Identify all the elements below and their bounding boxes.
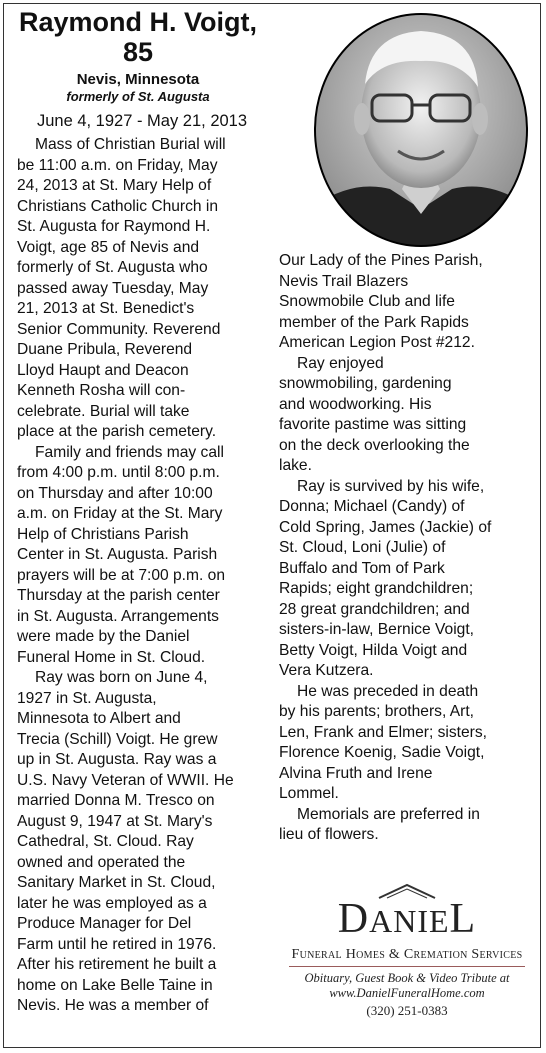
text-line: Cathedral, St. Cloud. Ray [17, 833, 194, 850]
text-line: in St. Augusta. Arrangements [17, 607, 219, 625]
text-line: on the deck overlooking the [279, 436, 470, 454]
text-line: lieu of flowers. [279, 826, 379, 843]
name-line: Raymond H. Voigt, [18, 7, 257, 37]
text-line: Ray is survived by his wife, [297, 477, 485, 495]
portrait-photo [310, 9, 532, 251]
text-line: Buffalo and Tom of Park [279, 559, 445, 577]
text-line: Sanitary Market in St. Cloud, [17, 874, 216, 891]
logo-divider [289, 966, 525, 967]
text-line: Lommel. [279, 785, 339, 802]
deceased-name [10, 7, 266, 67]
phone-number: (320) 251-0383 [366, 1003, 448, 1018]
text-line: celebrate. Burial will take [17, 402, 190, 420]
text-line: 21, 2013 at St. Benedict's [17, 300, 195, 317]
location: Nevis, Minnesota [76, 71, 200, 88]
text-line: Nevis Trail Blazers [279, 272, 409, 290]
text-line: lake. [279, 457, 312, 474]
text-line: Mass of Christian Burial will [35, 136, 226, 153]
text-line: Minnesota to Albert and [17, 710, 181, 727]
daniel-wordmark: DANIEL [337, 896, 477, 942]
text-line: favorite pastime was sitting [279, 416, 467, 433]
text-line: Kenneth Rosha will con- [17, 382, 186, 399]
text-line: a.m. on Friday at the St. Mary [17, 505, 223, 522]
text-line: Produce Manager for Del [17, 915, 192, 932]
formerly-of: formerly of St. Augusta [66, 89, 210, 104]
text-line: later he was employed as a [17, 894, 207, 912]
text-line: place at the parish cemetery. [17, 423, 217, 440]
text-line: from 4:00 p.m. until 8:00 p.m. [17, 464, 220, 481]
text-line: Help of Christians Parish [17, 525, 189, 543]
life-dates: June 4, 1927 - May 21, 2013 [36, 112, 248, 130]
text-line: Thursday at the parish center [17, 587, 220, 604]
text-line: Rapids; eight grandchildren; [279, 580, 474, 597]
text-line: Ray was born on June 4, [35, 669, 208, 686]
text-line: Duane Pribula, Reverend [17, 341, 193, 358]
text-line: by his parents; brothers, Art, [279, 703, 475, 720]
text-line: Family and friends may call [35, 443, 224, 461]
age-line: 85 [122, 37, 154, 67]
text-line: up in St. Augusta. Ray was a [17, 751, 217, 768]
text-line: Christians Catholic Church in [17, 197, 219, 215]
text-line: Donna; Michael (Candy) of [279, 498, 465, 515]
text-line: owned and operated the [17, 853, 186, 871]
text-line: home on Lake Belle Taine in [17, 976, 213, 994]
text-line: formerly of St. Augusta who [17, 259, 208, 276]
services-line: Funeral Homes & Cremation Services [291, 947, 523, 962]
text-line: married Donna M. Tresco on [17, 792, 215, 809]
text-line: Ray enjoyed [297, 354, 384, 372]
text-line: passed away Tuesday, May [17, 279, 209, 297]
text-line: be 11:00 a.m. on Friday, May [17, 156, 218, 174]
text-line: on Thursday and after 10:00 [17, 484, 213, 502]
text-line: Center in St. Augusta. Parish [17, 546, 218, 563]
text-line: Lloyd Haupt and Deacon [17, 361, 189, 379]
text-line: August 9, 1947 at St. Mary's [17, 812, 213, 830]
text-line: Betty Voigt, Hilda Voigt and [279, 641, 468, 659]
text-line: Vera Kutzera. [279, 662, 374, 679]
text-line: After his retirement he built a [17, 956, 217, 973]
website-link[interactable]: www.DanielFuneralHome.com [329, 986, 485, 1000]
text-line: Our Lady of the Pines Parish, [279, 252, 483, 269]
text-line: Len, Frank and Elmer; sisters, [279, 723, 487, 741]
text-line: Nevis. He was a member of [17, 997, 209, 1014]
text-line: American Legion Post #212. [279, 334, 475, 351]
text-line: Florence Koenig, Sadie Voigt, [279, 744, 485, 761]
text-line: were made by the Daniel [17, 628, 190, 645]
text-line: and woodworking. His [279, 395, 432, 413]
text-line: prayers will be at 7:00 p.m. on [17, 566, 226, 584]
obituary-column-2 [279, 251, 537, 846]
text-line: Senior Community. Reverend [17, 320, 221, 338]
text-line: Alvina Fruth and Irene [279, 764, 433, 782]
text-line: 1927 in St. Augusta, [17, 689, 157, 707]
text-line: Memorials are preferred in [297, 805, 480, 823]
text-line: Farm until he retired in 1976. [17, 935, 217, 953]
text-line: Trecia (Schill) Voigt. He grew [17, 730, 218, 748]
text-line: Voigt, age 85 of Nevis and [17, 238, 200, 256]
text-line: Snowmobile Club and life [279, 293, 455, 310]
text-line: St. Augusta for Raymond H. [17, 218, 211, 235]
text-line: 28 great grandchildren; and [279, 600, 470, 618]
text-line: 24, 2013 at St. Mary Help of [17, 177, 212, 194]
obituary-column-1 [17, 135, 275, 1017]
tribute-line-1: Obituary, Guest Book & Video Tribute at [304, 971, 510, 985]
text-line: Cold Spring, James (Jackie) of [279, 518, 492, 536]
text-line: U.S. Navy Veteran of WWII. He [17, 771, 234, 789]
text-line: Funeral Home in St. Cloud. [17, 648, 206, 666]
text-line: He was preceded in death [297, 682, 479, 700]
text-line: sisters-in-law, Bernice Voigt, [279, 621, 474, 638]
text-line: St. Cloud, Loni (Julie) of [279, 539, 446, 556]
text-line: snowmobiling, gardening [279, 375, 452, 392]
funeral-home-logo [282, 883, 532, 1019]
text-line: member of the Park Rapids [279, 313, 469, 331]
